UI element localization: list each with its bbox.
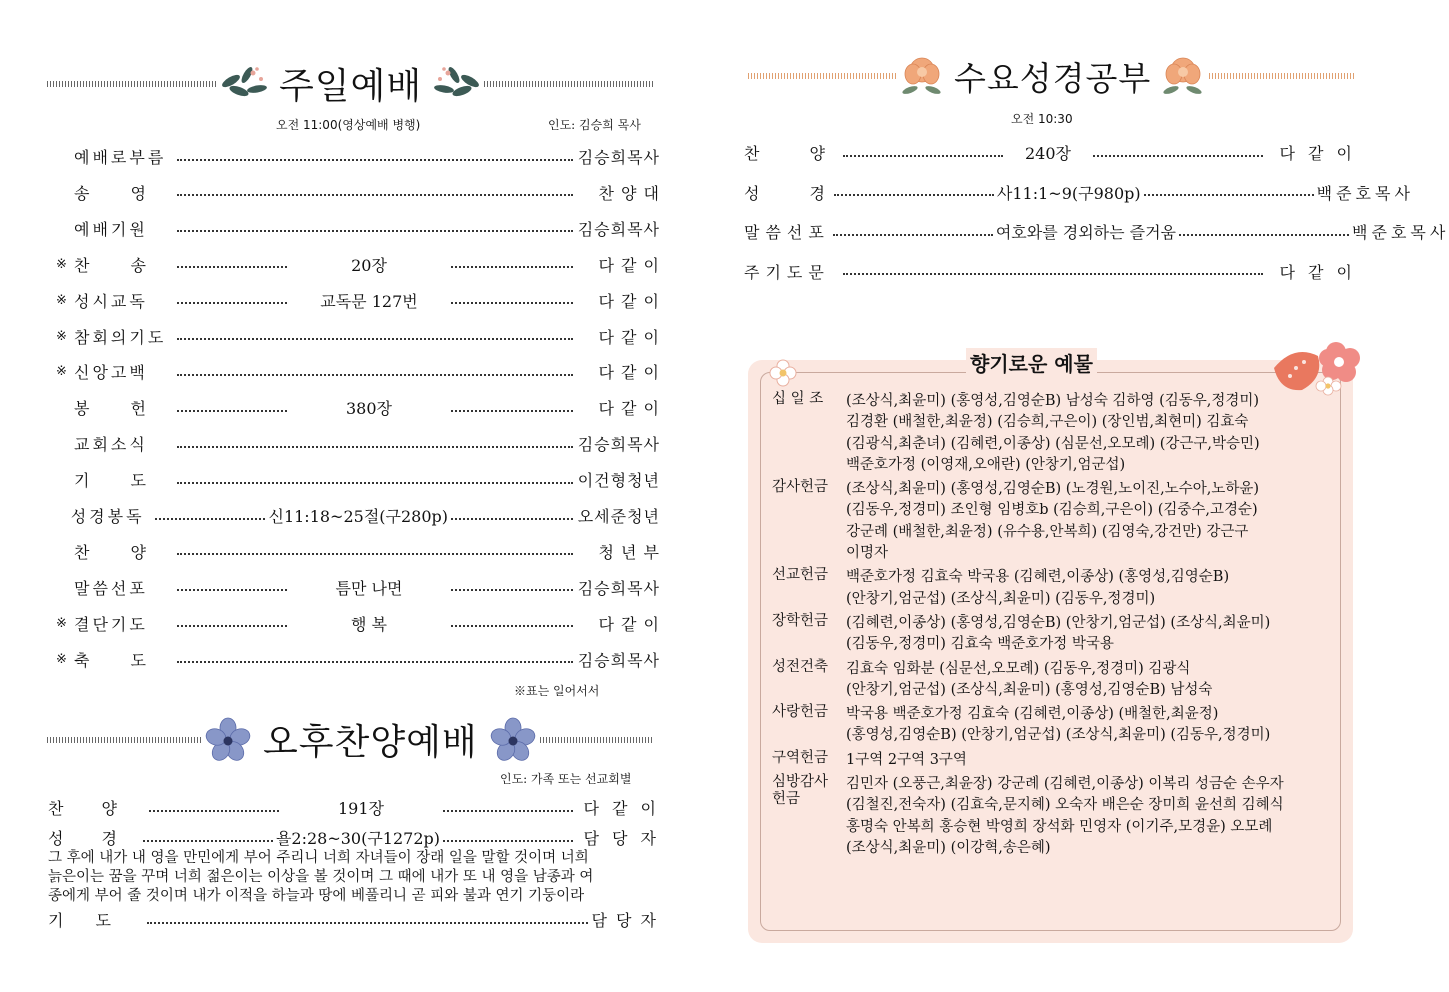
row-label: 신앙고백 <box>74 363 148 383</box>
offering-label: 성전건축 <box>772 658 829 675</box>
leader-dots <box>155 518 265 520</box>
stand-mark: ※ <box>56 364 67 380</box>
order-row <box>48 796 660 819</box>
leader-dots <box>177 482 573 484</box>
afternoon-prayer-row <box>48 908 658 931</box>
order-row <box>56 504 660 527</box>
scripture-line: 종에게 부어 줄 것이며 내가 이적을 하늘과 땅에 베풀리니 곧 피와 불과 연기 기둥이라 <box>48 888 585 904</box>
row-right: 다 같 이 <box>598 255 660 275</box>
offering-line: 김민자 (오풍근,최윤장) 강군례 (김혜련,이종상) 이복리 성금순 손우자 <box>846 776 1284 793</box>
leader-dots <box>843 273 1263 275</box>
order-row <box>56 396 660 419</box>
leader-dots <box>843 155 1003 157</box>
leader-dots <box>451 518 573 520</box>
offering-names <box>846 613 1346 656</box>
offering-title: 향기로운 예물 <box>966 348 1097 377</box>
standing-note: ※표는 일어서서 <box>514 684 600 698</box>
sunday-title-row <box>47 58 653 109</box>
offering-line: (조상식,최윤미) (이강혁,송은혜) <box>846 839 1051 856</box>
peach-flower-icon <box>1161 52 1205 100</box>
offering-line: 김경환 (배철한,최윤정) (김승희,구은이) (장인범,최현미) 김효숙 <box>846 414 1249 431</box>
leader-dots <box>451 625 573 627</box>
leader-dots <box>177 661 573 663</box>
row-right: 다 같 이 <box>583 799 660 818</box>
offering-line: 박국용 백준호가정 김효숙 (김혜련,이종상) (배철한,최윤정) <box>846 706 1219 723</box>
row-label: 예배로부름 <box>74 148 167 167</box>
row-label: 기 도 <box>48 911 111 930</box>
offering-label: 심방감사 헌금 <box>772 774 829 808</box>
order-row <box>56 145 660 168</box>
row-middle: 191장 <box>338 799 384 818</box>
leaf-ornament-icon <box>217 61 273 107</box>
wednesday-title: 수요성경공부 <box>954 58 1152 98</box>
row-right: 다 같 이 <box>1279 144 1356 163</box>
leader-dots <box>149 810 279 812</box>
order-row <box>48 826 660 849</box>
offering-label: 구역헌금 <box>772 749 829 766</box>
offering-line: 백준호가정 김효숙 박국용 (김혜련,이종상) (홍영성,김영순B) <box>846 569 1230 586</box>
offering-line: 강군례 (배철한,최윤정) (유수용,안복희) (김영숙,강건만) 강근구 <box>846 523 1249 540</box>
offering-line: (김철진,전숙자) (김효숙,문지혜) 오숙자 배은순 장미희 윤선희 김혜식 <box>846 797 1284 814</box>
scripture-text <box>48 849 660 906</box>
row-right: 담 당 자 <box>583 829 660 848</box>
stand-mark: ※ <box>56 328 67 344</box>
order-row <box>56 648 660 671</box>
leader-dots <box>147 922 588 924</box>
order-row <box>56 253 660 276</box>
small-flower-icon <box>768 358 798 388</box>
row-right: 다 같 이 <box>598 363 660 383</box>
row-right: 다 같 이 <box>598 327 660 347</box>
offering-line: (조상식,최윤미) (홍영성,김영순B) 남성숙 김하영 (김동우,정경미) <box>846 393 1260 409</box>
row-middle: 틈만 나면 <box>335 578 403 598</box>
row-right: 다 같 이 <box>1279 262 1356 282</box>
leader-dots <box>833 234 993 236</box>
offering-line: (김광식,최춘녀) (김혜련,이종상) (심문선,오모례) (강근구,박승민) <box>846 435 1260 452</box>
title-rule-right <box>540 737 653 743</box>
row-label: 기 도 <box>74 471 149 491</box>
offering-label: 선교헌금 <box>772 567 829 584</box>
row-label: 찬 양 <box>48 799 119 818</box>
leader-dots <box>1093 155 1263 157</box>
leader-dots <box>443 840 573 842</box>
row-label: 축 도 <box>74 650 149 670</box>
row-right: 청 년 부 <box>598 542 660 562</box>
leader-dots <box>834 194 994 196</box>
sunday-leader: 인도: 김승희 목사 <box>548 118 641 132</box>
row-middle: 사11:1~9(구980p) <box>996 183 1141 203</box>
row-middle: 240장 <box>1025 144 1071 163</box>
scripture-line: 그 후에 내가 내 영을 만민에게 부어 주리니 너희 자녀들이 장래 일을 말할 것이며 너희 <box>48 850 589 866</box>
row-label: 찬 송 <box>74 255 149 275</box>
row-middle: 380장 <box>346 399 392 419</box>
row-right: 김승희목사 <box>577 435 660 455</box>
stand-mark: ※ <box>56 615 67 631</box>
offering-group <box>772 479 1346 564</box>
row-right: 담 당 자 <box>591 911 658 930</box>
order-row <box>56 289 660 312</box>
offering-line: (조상식,최윤미) (홍영성,김영순B) (노경원,노이진,노수아,노하윤) <box>846 481 1260 498</box>
leader-dots <box>177 374 573 376</box>
offering-line: 이명자 <box>846 545 889 562</box>
offering-group <box>772 659 1346 702</box>
offering-line: (김동우,정경미) 김효숙 백준호가정 박국용 <box>846 636 1114 653</box>
title-rule-right <box>484 81 653 87</box>
order-row <box>744 260 1356 283</box>
order-row <box>744 181 1414 204</box>
blue-flower-icon <box>490 717 536 763</box>
offering-names <box>846 479 1346 564</box>
order-row <box>56 468 660 491</box>
leader-dots <box>177 302 287 304</box>
leader-dots <box>451 589 573 591</box>
leader-dots <box>177 446 573 448</box>
leader-dots <box>177 194 573 196</box>
row-label: 주기도문 <box>744 262 830 282</box>
title-rule-left <box>748 73 896 79</box>
leader-dots <box>177 230 573 232</box>
order-row <box>56 360 660 383</box>
sunday-title: 주일예배 <box>279 66 423 107</box>
order-row <box>56 432 660 455</box>
row-right: 김승희목사 <box>577 148 660 167</box>
row-right: 백준호목사 <box>1352 223 1449 242</box>
row-right: 찬 양 대 <box>598 183 660 203</box>
title-rule-left <box>47 737 201 743</box>
wednesday-time: 오전 10:30 <box>1011 112 1073 126</box>
order-row <box>56 325 660 348</box>
leader-dots <box>451 302 573 304</box>
row-right: 다 같 이 <box>598 614 660 634</box>
row-label: 예배기원 <box>74 219 148 239</box>
offering-names <box>846 774 1346 859</box>
peach-flower-icon <box>900 52 944 100</box>
order-row <box>56 181 660 204</box>
offering-label: 십 일 조 <box>772 391 824 407</box>
offering-line: (김혜련,이종상) (홍영성,김영순B) (안창기,엄군섭) (조상식,최윤미) <box>846 615 1271 631</box>
offering-names <box>846 704 1346 747</box>
leader-dots <box>451 266 573 268</box>
offering-line: 홍명숙 안복희 홍승현 박영희 장석화 민영자 (이기주,모경윤) 오모례 <box>846 818 1273 835</box>
offering-label: 사랑헌금 <box>772 704 829 721</box>
leader-dots <box>177 553 573 555</box>
row-label: 교회소식 <box>74 435 148 455</box>
stand-mark: ※ <box>56 292 67 308</box>
row-middle: 행 복 <box>351 614 387 634</box>
row-middle: 신11:18~25절(구280p) <box>268 507 448 526</box>
offering-label: 감사헌금 <box>772 479 829 496</box>
offering-group <box>772 567 1346 610</box>
order-row <box>56 217 660 240</box>
row-label: 참회의기도 <box>74 327 167 347</box>
row-right: 김승희목사 <box>577 578 660 598</box>
offering-group <box>772 391 1346 476</box>
row-right: 김승희목사 <box>577 650 660 670</box>
row-right: 이건형청년 <box>577 471 660 491</box>
offering-line: 김효숙 임화분 (심문선,오모례) (김동우,정경미) 김광식 <box>846 660 1191 677</box>
offering-group <box>772 750 1346 771</box>
row-middle: 교독문 127번 <box>320 291 418 311</box>
leader-dots <box>443 810 573 812</box>
row-middle: 20장 <box>351 255 387 275</box>
leader-dots <box>177 410 287 412</box>
wednesday-title-row <box>748 52 1354 100</box>
row-label: 성 경 <box>744 183 831 203</box>
offering-line: (홍영성,김영순B) (안창기,엄군섭) (조상식,최윤미) (김동우,정경미) <box>846 727 1271 744</box>
order-row <box>56 612 660 635</box>
afternoon-title: 오후찬양예배 <box>263 722 478 763</box>
row-label: 말씀선포 <box>74 578 148 598</box>
row-label: 결단기도 <box>74 614 148 634</box>
scripture-line: 늙은이는 꿈을 꾸며 너희 젊은이는 이상을 볼 것이며 그 때에 내가 또 내 영을 남종과 여 <box>48 869 594 885</box>
order-row <box>56 540 660 563</box>
afternoon-leader: 인도: 가족 또는 선교회별 <box>500 772 632 786</box>
row-label: 성 경 <box>48 829 119 848</box>
leader-dots <box>177 266 287 268</box>
leader-dots <box>177 159 573 161</box>
leader-dots <box>451 410 573 412</box>
leader-dots <box>177 338 573 340</box>
offering-names <box>846 659 1346 702</box>
leader-dots <box>143 840 273 842</box>
offering-line: (김동우,정경미) 조인형 임병호b (김승희,구은이) (김중수,고경순) <box>846 502 1258 519</box>
row-right: 다 같 이 <box>598 291 660 311</box>
offering-names <box>846 567 1346 610</box>
row-label: 성경봉독 <box>70 507 145 526</box>
row-label: 찬 양 <box>74 542 149 562</box>
offering-line: (안창기,엄군섭) (조상식,최윤미) (김동우,정경미) <box>846 590 1156 607</box>
order-row <box>56 576 660 599</box>
row-label: 성시교독 <box>74 291 148 311</box>
row-label: 송 영 <box>74 183 149 203</box>
title-rule-right <box>1209 73 1354 79</box>
row-right: 백준호목사 <box>1316 183 1414 203</box>
stand-mark: ※ <box>56 256 67 272</box>
sunday-time: 오전 11:00(영상예배 병행) <box>276 118 421 132</box>
offering-label: 장학헌금 <box>772 613 829 629</box>
row-right: 오세준청년 <box>577 507 660 526</box>
blue-flower-icon <box>205 717 251 763</box>
offering-line: 1구역 2구역 3구역 <box>846 751 967 768</box>
row-label: 봉 헌 <box>74 399 149 419</box>
row-middle: 욜2:28~30(구1272p) <box>275 829 440 848</box>
offering-names <box>846 391 1346 476</box>
stand-mark: ※ <box>56 651 67 667</box>
offering-names <box>846 750 1346 771</box>
offering-group <box>772 704 1346 747</box>
leader-dots <box>1144 194 1314 196</box>
offering-line: 백준호가정 (이영재,오애란) (안창기,엄군섭) <box>846 456 1126 473</box>
row-right: 다 같 이 <box>598 399 660 419</box>
order-row <box>744 141 1356 164</box>
row-middle: 여호와를 경외하는 즐거움 <box>995 223 1177 242</box>
order-row <box>744 220 1449 243</box>
offering-group <box>772 774 1346 859</box>
offering-group <box>772 613 1346 656</box>
row-label: 찬 양 <box>744 144 831 163</box>
leader-dots <box>177 589 287 591</box>
title-rule-left <box>47 81 217 87</box>
afternoon-title-row <box>47 714 653 765</box>
leader-dots <box>177 625 287 627</box>
row-label: 말씀선포 <box>744 223 830 242</box>
row-right: 김승희목사 <box>577 219 660 239</box>
offering-line: (안창기,엄군섭) (조상식,최윤미) (홍영성,김영순B) 남성숙 <box>846 681 1213 698</box>
leaf-ornament-icon <box>428 61 484 107</box>
leader-dots <box>1179 234 1349 236</box>
